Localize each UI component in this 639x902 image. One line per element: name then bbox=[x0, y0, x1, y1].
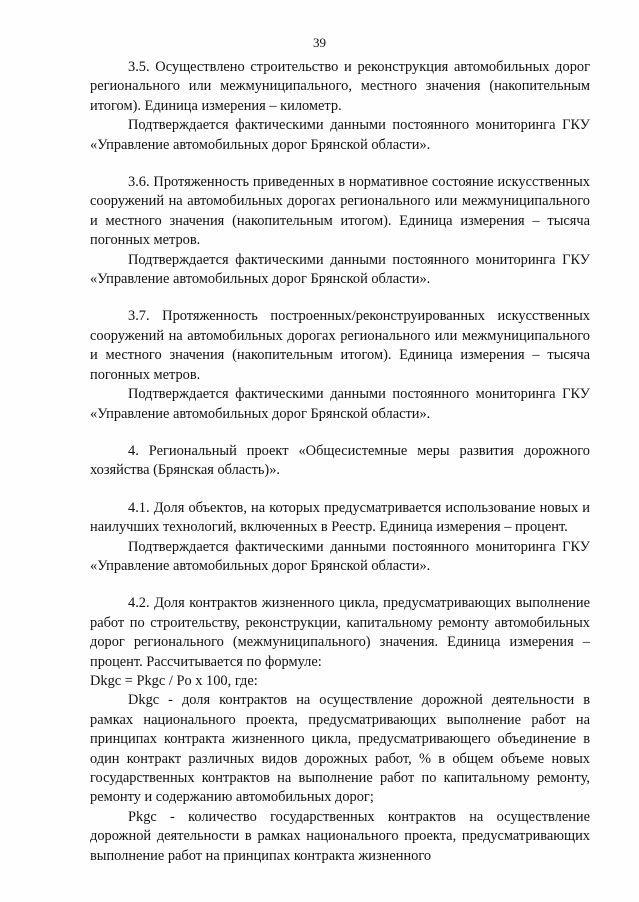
formula bbox=[90, 672, 590, 691]
document-body bbox=[90, 58, 590, 866]
paragraph-4-2: 4.2. Доля контрактов жизненного цикла, предусматривающих выполнение работ по строительству, реконструкции, капитальному ремонту автомобильных дорог регионального (межмуниципального) значения. Единица измерения – процент. Рассчитывается по формуле: bbox=[90, 595, 590, 670]
paragraph-3-7: 3.7. Протяженность построенных/реконструированных искусственных сооружений на автомобильных дорогах регионального или межмуниципального и местного значения (накопительным итогом). Единица измерения – тысяча погонных метров. bbox=[90, 308, 590, 383]
paragraph-pkgc-definition: Pkgc - количество государственных контрактов на осуществление дорожной деятельности в рамках национального проекта, предусматривающих выполнение работ на принципах контракта жизненного bbox=[90, 808, 590, 864]
page-number: 39 bbox=[313, 35, 326, 50]
paragraph-3-5: 3.5. Осуществлено строительство и реконструкция автомобильных дорог регионального или межмуниципального, местного значения (накопительным итогом). Единица измерения – километр. bbox=[90, 59, 590, 114]
paragraph-4-1: 4.1. Доля объектов, на которых предусматривается использование новых и наилучших технологий, включенных в Реестр. Единица измерения – процент. bbox=[90, 499, 590, 536]
paragraph-3-6: 3.6. Протяженность приведенных в нормативное состояние искусственных сооружений на автомобильных дорогах регионального или межмуниципального и местного значения (накопительным итогом). Единица измерения – тысяча погонных метров. bbox=[90, 174, 590, 249]
paragraph-4-project: 4. Региональный проект «Общесистемные меры развития дорожного хозяйства (Брянская область)». bbox=[90, 442, 590, 479]
paragraph-confirmation: Подтверждается фактическими данными постоянного мониторинга ГКУ «Управление автомобильных дорог Брянской области». bbox=[90, 386, 590, 422]
paragraph-dkgc-definition: Dkgc - доля контрактов на осуществление дорожной деятельности в рамках национального проекта, предусматривающих выполнение работ на принципах контракта жизненного цикла, предусматривающего объединение в один контракт различных видов дорожных работ, % в общем объеме новых государственных контрактов на выполнение работ по капитальному ремонту, ремонту и содержанию автомобильных дорог; bbox=[90, 692, 590, 806]
formula-text: Dkgc = Pkgc / Po x 100, где: bbox=[90, 672, 258, 689]
paragraph-confirmation: Подтверждается фактическими данными постоянного мониторинга ГКУ «Управление автомобильных дорог Брянской области». bbox=[90, 538, 590, 574]
paragraph-confirmation: Подтверждается фактическими данными постоянного мониторинга ГКУ «Управление автомобильных дорог Брянской области». bbox=[90, 251, 590, 288]
paragraph-confirmation: Подтверждается фактическими данными постоянного мониторинга ГКУ «Управление автомобильных дорог Брянской области». bbox=[90, 117, 590, 153]
